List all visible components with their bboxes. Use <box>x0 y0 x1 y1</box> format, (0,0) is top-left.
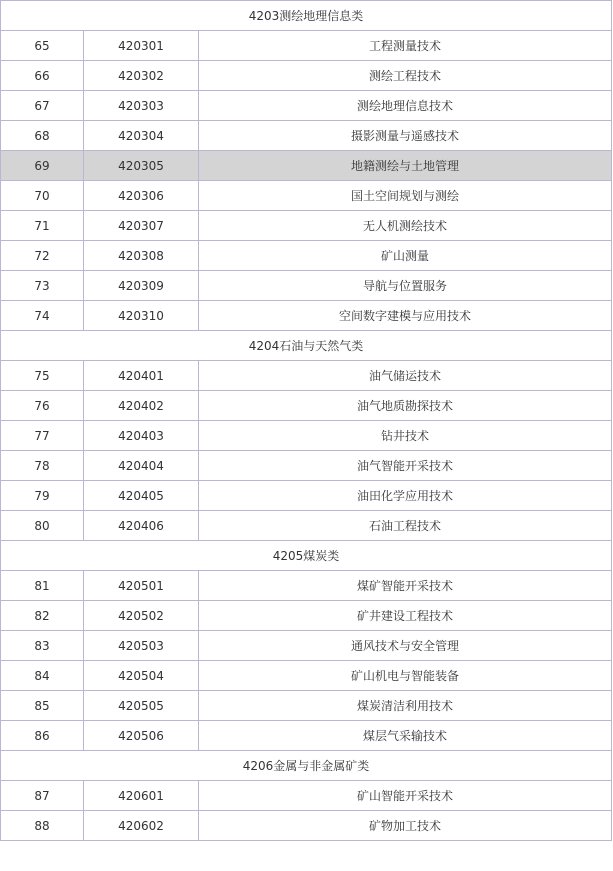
section-heading: 4204石油与天然气类 <box>1 331 612 361</box>
major-name-cell: 矿物加工技术 <box>199 811 612 841</box>
major-code-cell: 420307 <box>84 211 199 241</box>
row-number-cell: 88 <box>1 811 84 841</box>
major-name-cell: 油气地质勘探技术 <box>199 391 612 421</box>
major-name-cell: 国土空间规划与测绘 <box>199 181 612 211</box>
table-row <box>1 241 612 271</box>
major-name-cell: 矿井建设工程技术 <box>199 601 612 631</box>
major-code-cell: 420404 <box>84 451 199 481</box>
table-row <box>1 661 612 691</box>
row-number-cell: 69 <box>1 151 84 181</box>
row-number-cell: 82 <box>1 601 84 631</box>
section-heading: 4206金属与非金属矿类 <box>1 751 612 781</box>
table-row <box>1 31 612 61</box>
major-name-cell: 矿山智能开采技术 <box>199 781 612 811</box>
major-code-cell: 420309 <box>84 271 199 301</box>
table-row <box>1 211 612 241</box>
table-row <box>1 271 612 301</box>
table-row <box>1 391 612 421</box>
row-number-cell: 74 <box>1 301 84 331</box>
row-number-cell: 75 <box>1 361 84 391</box>
major-code-cell: 420601 <box>84 781 199 811</box>
major-code-cell: 420302 <box>84 61 199 91</box>
major-code-cell: 420602 <box>84 811 199 841</box>
row-number-cell: 76 <box>1 391 84 421</box>
major-code-cell: 420306 <box>84 181 199 211</box>
section-header-row <box>1 331 612 361</box>
table-row <box>1 451 612 481</box>
table-row <box>1 151 612 181</box>
row-number-cell: 65 <box>1 31 84 61</box>
major-code-cell: 420405 <box>84 481 199 511</box>
row-number-cell: 85 <box>1 691 84 721</box>
major-code-cell: 420305 <box>84 151 199 181</box>
table-row <box>1 811 612 841</box>
major-name-cell: 测绘地理信息技术 <box>199 91 612 121</box>
major-code-cell: 420506 <box>84 721 199 751</box>
major-name-cell: 矿山机电与智能装备 <box>199 661 612 691</box>
table-row <box>1 781 612 811</box>
major-code-cell: 420504 <box>84 661 199 691</box>
table-body <box>1 1 612 841</box>
major-code-cell: 420505 <box>84 691 199 721</box>
major-name-cell: 油气智能开采技术 <box>199 451 612 481</box>
major-code-cell: 420304 <box>84 121 199 151</box>
row-number-cell: 81 <box>1 571 84 601</box>
major-code-cell: 420301 <box>84 31 199 61</box>
row-number-cell: 68 <box>1 121 84 151</box>
major-code-cell: 420303 <box>84 91 199 121</box>
table-row <box>1 121 612 151</box>
major-code-cell: 420402 <box>84 391 199 421</box>
major-name-cell: 通风技术与安全管理 <box>199 631 612 661</box>
major-name-cell: 工程测量技术 <box>199 31 612 61</box>
row-number-cell: 72 <box>1 241 84 271</box>
major-name-cell: 油田化学应用技术 <box>199 481 612 511</box>
major-code-cell: 420406 <box>84 511 199 541</box>
row-number-cell: 80 <box>1 511 84 541</box>
section-heading: 4205煤炭类 <box>1 541 612 571</box>
major-name-cell: 测绘工程技术 <box>199 61 612 91</box>
major-code-cell: 420310 <box>84 301 199 331</box>
table-row <box>1 91 612 121</box>
row-number-cell: 84 <box>1 661 84 691</box>
table-row <box>1 301 612 331</box>
major-name-cell: 矿山测量 <box>199 241 612 271</box>
row-number-cell: 70 <box>1 181 84 211</box>
major-name-cell: 石油工程技术 <box>199 511 612 541</box>
table-row <box>1 691 612 721</box>
major-code-cell: 420403 <box>84 421 199 451</box>
major-name-cell: 煤层气采输技术 <box>199 721 612 751</box>
row-number-cell: 66 <box>1 61 84 91</box>
table-row <box>1 361 612 391</box>
section-header-row <box>1 1 612 31</box>
section-header-row <box>1 751 612 781</box>
major-name-cell: 钻井技术 <box>199 421 612 451</box>
major-code-cell: 420502 <box>84 601 199 631</box>
row-number-cell: 83 <box>1 631 84 661</box>
table-row <box>1 601 612 631</box>
major-name-cell: 摄影测量与遥感技术 <box>199 121 612 151</box>
row-number-cell: 78 <box>1 451 84 481</box>
major-code-cell: 420401 <box>84 361 199 391</box>
table-row <box>1 61 612 91</box>
row-number-cell: 67 <box>1 91 84 121</box>
major-code-cell: 420501 <box>84 571 199 601</box>
major-name-cell: 煤炭清洁利用技术 <box>199 691 612 721</box>
section-header-row <box>1 541 612 571</box>
table-row <box>1 511 612 541</box>
table-row <box>1 181 612 211</box>
major-name-cell: 无人机测绘技术 <box>199 211 612 241</box>
table-row <box>1 421 612 451</box>
row-number-cell: 71 <box>1 211 84 241</box>
row-number-cell: 86 <box>1 721 84 751</box>
major-code-cell: 420503 <box>84 631 199 661</box>
major-name-cell: 导航与位置服务 <box>199 271 612 301</box>
table-row <box>1 721 612 751</box>
table-row <box>1 481 612 511</box>
row-number-cell: 79 <box>1 481 84 511</box>
row-number-cell: 87 <box>1 781 84 811</box>
major-name-cell: 地籍测绘与土地管理 <box>199 151 612 181</box>
major-name-cell: 油气储运技术 <box>199 361 612 391</box>
table-row <box>1 571 612 601</box>
major-name-cell: 空间数字建模与应用技术 <box>199 301 612 331</box>
table-row <box>1 631 612 661</box>
row-number-cell: 77 <box>1 421 84 451</box>
major-code-cell: 420308 <box>84 241 199 271</box>
row-number-cell: 73 <box>1 271 84 301</box>
section-heading: 4203测绘地理信息类 <box>1 1 612 31</box>
major-name-cell: 煤矿智能开采技术 <box>199 571 612 601</box>
